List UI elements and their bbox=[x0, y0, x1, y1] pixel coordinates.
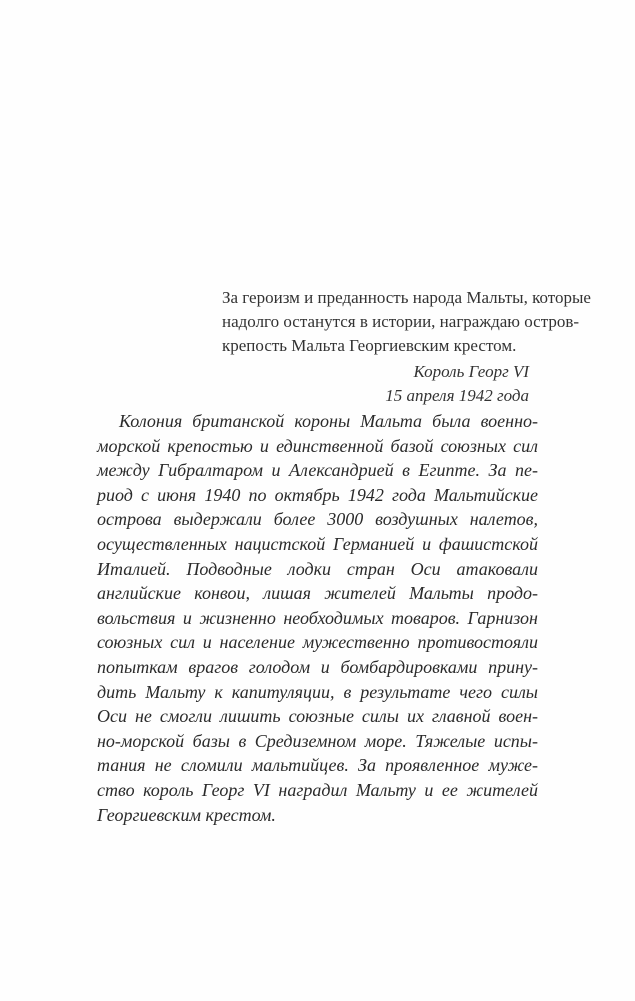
epigraph bbox=[222, 286, 591, 408]
epigraph-line: За героизм и преданность народа Мальты, которые bbox=[222, 288, 591, 307]
body-line: Колония британской короны Мальта была военно- bbox=[119, 411, 538, 431]
body-line: ство король Георг VI наградил Мальту и ее жителей bbox=[97, 779, 538, 800]
body-line: острова выдержали более 3000 воздушных налетов, bbox=[97, 509, 538, 530]
body-line: тания не сломили мальтийцев. За проявленное муже- bbox=[97, 755, 538, 776]
body-line: английские конвои, лишая жителей Мальты продо- bbox=[97, 583, 538, 604]
body-line: между Гибралтаром и Александрией в Египте. За пе- bbox=[97, 460, 538, 481]
body-line: союзных сил и население мужественно противостояли bbox=[97, 632, 538, 653]
body-paragraph bbox=[97, 409, 538, 827]
epigraph-line: надолго останутся в истории, награждаю остров- bbox=[222, 312, 580, 331]
epigraph-signature bbox=[222, 360, 529, 408]
epigraph-quote bbox=[222, 286, 591, 358]
body-line: но-морской базы в Средиземном море. Тяжелые испы- bbox=[97, 730, 538, 751]
body-line: риод с июня 1940 по октябрь 1942 года Мальтийские bbox=[97, 484, 538, 505]
body-line: попыткам врагов голодом и бомбардировками прину- bbox=[97, 656, 538, 677]
body-line: морской крепостью и единственной базой союзных сил bbox=[97, 435, 538, 456]
body-line: вольствия и жизненно необходимых товаров. Гарнизон bbox=[97, 607, 538, 628]
epigraph-line: крепость Мальта Георгиевским крестом. bbox=[222, 336, 517, 355]
body-line: осуществленных нацистской Германией и фашистской bbox=[97, 533, 538, 554]
epigraph-date: 15 апреля 1942 года bbox=[385, 386, 529, 405]
body-line: Георгиевским крестом. bbox=[97, 804, 276, 825]
epigraph-author: Король Георг VI bbox=[413, 362, 529, 381]
body-line: дить Мальту к капитуляции, в результате чего силы bbox=[97, 681, 538, 702]
body-line: Оси не смогли лишить союзные силы их главной воен- bbox=[97, 706, 538, 727]
body-line: Италией. Подводные лодки стран Оси атаковали bbox=[97, 558, 538, 579]
